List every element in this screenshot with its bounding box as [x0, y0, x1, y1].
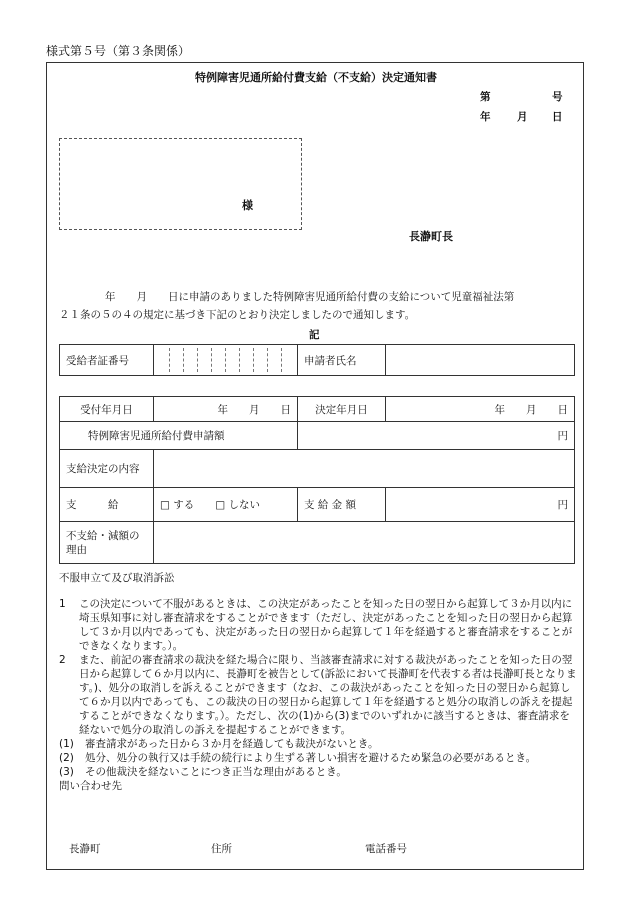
intro-line-2: ２１条の５の４の規定に基づき下記のとおり決定しましたので通知します。 [59, 309, 416, 321]
reason-label: 不支給・減額の理由 [60, 522, 154, 564]
addressee-box [59, 138, 302, 230]
recipient-table [59, 344, 575, 376]
doc-date-day: 日 [552, 111, 563, 123]
received-date-value: 年 月 日 [154, 397, 298, 422]
appeal-notes [59, 597, 577, 793]
applicant-name-value [386, 345, 575, 376]
contact-office: 長瀞町 [69, 843, 101, 855]
reason-value [154, 522, 575, 564]
appeal-subitem: (1) 審査請求があった日から３か月を経過しても裁決がないとき。 [59, 738, 379, 750]
addressee-suffix: 様 [242, 199, 253, 212]
decided-date-label: 決定年月日 [298, 397, 386, 422]
contact-heading: 問い合わせ先 [59, 780, 122, 792]
form-number-label: 様式第５号（第３条関係） [46, 44, 191, 58]
appeal-heading: 不服申立て及び取消訴訟 [59, 572, 175, 584]
appeal-subitem: (2) 処分、処分の執行又は手続の続行により生ずる著しい損害を避けるため緊急の必要があるとき。 [59, 752, 537, 764]
doc-number-go: 号 [552, 91, 563, 103]
cert-number-label: 受給者証番号 [60, 345, 154, 376]
doc-date-year: 年 [480, 111, 491, 123]
appeal-subitem: (3) その他裁決を経ないことにつき正当な理由があるとき。 [59, 766, 347, 778]
document-title: 特例障害児通所給付費支給（不支給）決定通知書 [195, 71, 437, 84]
payment-amount-label: 支 給 金 額 [298, 488, 386, 522]
decision-table [59, 396, 575, 564]
decision-content-value [154, 450, 575, 488]
issuer: 長瀞町長 [409, 230, 453, 243]
applicant-name-label: 申請者氏名 [298, 345, 386, 376]
appeal-item: 2 また、前記の審査請求の裁決を経た場合に限り、当該審査請求に対する裁決があったことを知った日の翌日から起算して６か月以内に、長瀞町を被告として(訴訟において長瀞町を代表する者は長瀞町長となります。)、処分の取消しを訴えることができます（なお、この裁決があったことを知った日の翌日から起算して６か月以内であっても、この裁決の日の翌日から起算して１年を経過すると処分の取消しの訴えを提起することができなくなります。）。ただし、次の(1)から(3)までのいずれかに該当するときは、審査請求を経ないで処分の取消しの訴えを提起することができます。 [59, 654, 577, 736]
contact-address-label: 住所 [211, 843, 232, 855]
requested-amount-label: 特例障害児通所給付費申請額 [60, 422, 298, 450]
ki-heading: 記 [309, 329, 320, 341]
decided-date-value: 年 月 日 [386, 397, 575, 422]
contact-phone-label: 電話番号 [365, 843, 407, 855]
received-date-label: 受付年月日 [60, 397, 154, 422]
decision-content-label: 支給決定の内容 [60, 450, 154, 488]
intro-line-1: 年 月 日に申請のありました特例障害児通所給付費の支給について児童福祉法第 [105, 291, 515, 303]
notice-frame [46, 62, 584, 870]
requested-amount-yen: 円 [298, 422, 575, 450]
cert-number-cells [154, 345, 298, 376]
doc-number-dai: 第 [480, 91, 491, 103]
payment-options: □ する □ しない [154, 488, 298, 522]
payment-label: 支 給 [60, 488, 154, 522]
doc-date-month: 月 [517, 111, 528, 123]
payment-amount-yen: 円 [386, 488, 575, 522]
appeal-item: 1 この決定について不服があるときは、この決定があったことを知った日の翌日から起算して３か月以内に埼玉県知事に対し審査請求をすることができます（ただし、決定があったことを知った日の翌日から起算して３か月以内であっても、決定があった日の翌日から起算して１年を経過すると審査請求をすることができなくなります。）。 [59, 598, 573, 652]
